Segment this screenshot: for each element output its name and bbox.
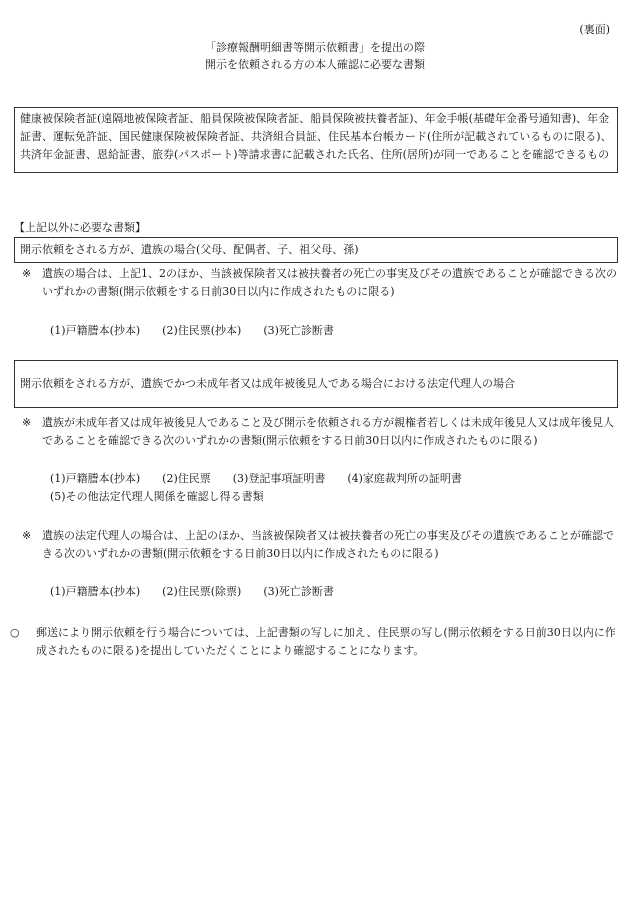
- legal-rep-box: [14, 360, 618, 408]
- mail-note: [10, 624, 618, 660]
- section-label: 【上記以外に必要な書類】: [14, 221, 146, 234]
- note-mark: ※: [22, 529, 32, 542]
- legal-rep-note-2-text: 遺族の法定代理人の場合は、上記のほか、当該被保険者又は被扶養者の死亡の事実及びその遺族であることが確認できる次のいずれかの書類(開示依頼をする日前30日以内に作成されたものに限る): [42, 529, 614, 560]
- bereaved-box: [14, 237, 618, 263]
- circle-mark: ○: [10, 626, 20, 639]
- bereaved-document-list: (1)戸籍謄本(抄本) (2)住民票(抄本) (3)死亡診断書: [50, 324, 334, 337]
- bereaved-note-text: 遺族の場合は、上記1、2のほか、当該被保険者又は被扶養者の死亡の事実及びその遺族であることが確認できる次のいずれかの書類(開示依頼をする日前30日以内に作成されたものに限る): [42, 267, 617, 298]
- legal-rep-box-text: 開示依頼をされる方が、遺族でかつ未成年者又は成年被後見人である場合における法定代理人の場合: [20, 376, 515, 390]
- legal-rep-note-text: 遺族が未成年者又は成年被後見人であること及び開示を依頼される方が親権者若しくは未成年後見人又は成年後見人であることを確認できる次のいずれかの書類(開示依頼をする日前30日以内に作成されたものに限る): [42, 416, 614, 447]
- id-documents-text: 健康被保険者証(遠隔地被保険者証、船員保険被保険者証、船員保険被扶養者証)、年金手帳(基礎年金番号通知書)、年金証書、運転免許証、国民健康保険被保険者証、共済組合員証、住民基本台帳カード(住所が記載されているものに限る)、共済年金証書、恩給証書、旅券(パスポート)等請求書に記載された氏名、住所(居所)が同一であることを確認できるもの: [20, 112, 612, 161]
- legal-rep-note: [22, 414, 618, 450]
- note-mark: ※: [22, 267, 32, 280]
- legal-rep-document-list-1: (1)戸籍謄本(抄本) (2)住民票 (3)登記事項証明書 (4)家庭裁判所の証明書: [50, 472, 462, 485]
- bereaved-note: [22, 265, 618, 301]
- legal-rep-note-2: [22, 527, 618, 563]
- document-title-line1: 「診療報酬明細書等開示依頼書」を提出の際: [205, 41, 425, 54]
- note-mark: ※: [22, 416, 32, 429]
- page-side-label: (裏面): [579, 23, 610, 36]
- id-documents-box: [14, 107, 618, 173]
- bereaved-box-text: 開示依頼をされる方が、遺族の場合(父母、配偶者、子、祖父母、孫): [20, 243, 359, 256]
- legal-rep-document-list-2: (5)その他法定代理人関係を確認し得る書類: [50, 490, 264, 503]
- document-title-line2: 開示を依頼される方の本人確認に必要な書類: [205, 58, 425, 71]
- mail-note-text: 郵送により開示依頼を行う場合については、上記書類の写しに加え、住民票の写し(開示依頼をする日前30日以内に作成されたものに限る)を提出していただくことにより確認することになります。: [36, 626, 616, 657]
- legal-rep-document-list-3: (1)戸籍謄本(抄本) (2)住民票(除票) (3)死亡診断書: [50, 585, 334, 598]
